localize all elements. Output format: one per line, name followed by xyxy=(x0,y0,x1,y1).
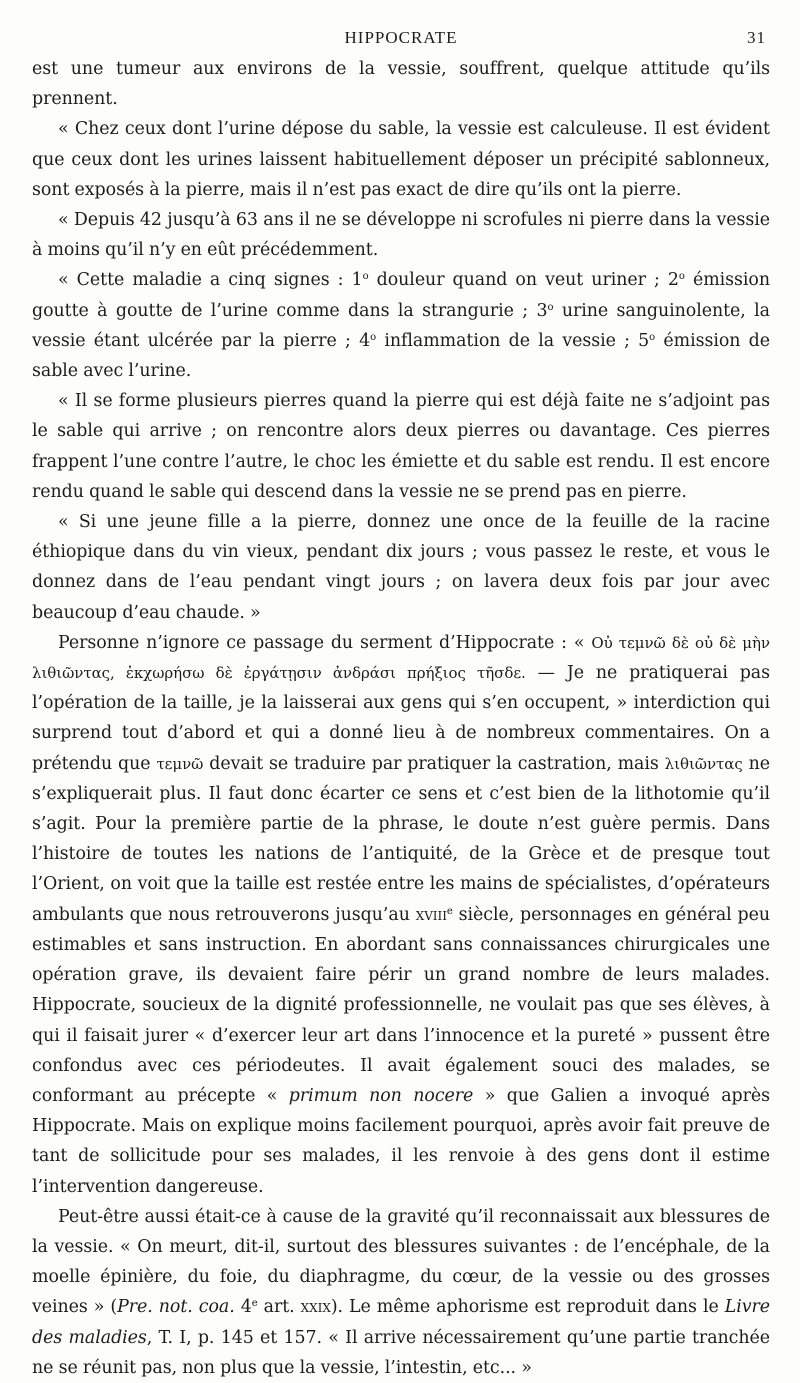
text-run: émission goutte à goutte de l’urine comme dans la strangurie ; 3 xyxy=(32,270,770,321)
text-run: — Je ne pratiquerai pas l’opération de la taille, je la laisserai aux gens qui s’en occupent, » interdiction qui surprend tout d’abord et qui a donné lieu à de nombreux commentaires. On a prétendu que xyxy=(32,663,770,774)
text-run: Peut-être aussi était-ce à cause de la gravité qu’il reconnaissait aux blessures de la vessie. « On meurt, dit-il, surtout des blessures suivantes : de l’encéphale, de la moelle épinière, du foie, du diaphragme, du cœur, de la vessie ou des grosses veines » ( xyxy=(32,1206,770,1318)
text-run: émission de sable avec l’urine. xyxy=(32,330,770,382)
text-run: douleur quand on veut uriner ; 2 xyxy=(368,270,679,291)
text-run: Personne n’ignore ce passage du serment d’Hippocrate : « xyxy=(58,632,592,653)
text-run: siècle, personnages en général peu estimables et sans instruction. En abordant sans connaissances chirurgicales une opération grave, ils devaient faire périr un grand nombre de leurs malades. Hippocrate, soucieux de la dignité professionnelle, ne voulait pas que ses élèves, à qui il faisait jurer « d’exercer leur art dans l’innocence et la pureté » pussent être confondus avec ces périodeutes. Il avait également souci des malades, se conformant au précepte « xyxy=(32,904,770,1106)
superscript: e xyxy=(251,1298,258,1310)
text-run: « Chez ceux dont l’urine dépose du sable, la vessie est calculeuse. Il est évident que ceux dont les urines laissent habituellement déposer un précipité sablonneux, sont exposés à la pierre, mais il n’est pas exact de dire qu’ils ont la pierre. xyxy=(32,119,770,200)
paragraph xyxy=(32,628,770,1202)
paragraph xyxy=(32,114,770,205)
text-run: « Si une jeune fille a la pierre, donnez une once de la feuille de la racine éthiopique dans du vin vieux, pendant dix jours ; vous passez le reste, et vous le donnez dans de l’eau pendant vingt jours ; on lavera deux fois par jour avec beaucoup d’eau chaude. » xyxy=(32,512,770,623)
paragraph xyxy=(32,386,770,507)
paragraph xyxy=(32,265,770,386)
superscript: o xyxy=(370,331,377,343)
greek-text: τεμνῶ xyxy=(156,754,204,773)
page-number: 31 xyxy=(747,28,766,47)
text-run: inflammation de la vessie ; 5 xyxy=(376,330,650,351)
paragraph xyxy=(32,205,770,265)
text-run: 4 xyxy=(234,1297,252,1318)
body-text xyxy=(32,54,770,1383)
text-run: art. xyxy=(257,1297,301,1318)
italic-text: Pre. not. coa. xyxy=(117,1297,235,1318)
greek-text: Οὐ τεμνῶ δὲ οὐ δὲ μὴν λιθιῶντας, ἐκχωρήσω δὲ ἐργάτῃσιν ἀνδράσι πρήξιος τῆσδε. xyxy=(32,633,770,683)
text-run: devait se traduire par pratiquer la castration, mais xyxy=(203,753,665,774)
superscript: o xyxy=(649,331,656,343)
running-head xyxy=(32,28,770,54)
italic-text: primum non nocere xyxy=(288,1085,474,1106)
paragraph xyxy=(32,507,770,628)
superscript: o xyxy=(678,271,685,283)
small-caps-text: xxix xyxy=(300,1297,331,1318)
small-caps-text: xviii xyxy=(415,904,447,925)
paragraph xyxy=(32,1202,770,1383)
text-run: « Cette maladie a cinq signes : 1 xyxy=(58,270,363,291)
text-run: « Depuis 42 jusqu’à 63 ans il ne se développe ni scrofules ni pierre dans la vessie à moins qu’il n’y en eût précédemment. xyxy=(32,210,770,261)
text-run: » que Galien a invoqué après Hippocrate. Mais on explique moins facilement pourquoi, après avoir fait preuve de tant de sollicitude pour ses malades, il les renvoie à des gens dont il estime l’intervention dangereuse. xyxy=(32,1085,770,1197)
superscript: o xyxy=(547,301,554,313)
superscript: e xyxy=(446,905,453,917)
text-run: ne s’expliquerait plus. Il faut donc écarter ce sens et c’est bien de la lithotomie qu’il s’agit. Pour la première partie de la phrase, le doute n’est guère permis. Dans l’histoire de toutes les nations de l’antiquité, de la Grèce et de presque tout l’Orient, on voit que la taille est restée entre les mains de spécialistes, d’opérateurs ambulants que nous retrouverons jusqu’au xyxy=(32,753,771,925)
text-run: est une tumeur aux environs de la vessie, souffrent, quelque attitude qu’ils prennent. xyxy=(32,59,770,110)
italic-text: Livre des maladies xyxy=(32,1297,771,1348)
text-run: urine sanguinolente, la vessie étant ulcérée par la pierre ; 4 xyxy=(32,300,770,351)
running-title: HIPPOCRATE xyxy=(344,28,458,47)
text-run: , T. I, p. 145 et 157. « Il arrive nécessairement qu’une partie tranchée ne se réunit pas, non plus que la vessie, l’intestin, etc... » xyxy=(32,1327,770,1378)
paragraph xyxy=(32,54,770,114)
superscript: o xyxy=(362,271,369,283)
text-run: « Il se forme plusieurs pierres quand la pierre qui est déjà faite ne s’adjoint pas le sable qui arrive ; on rencontre alors deux pierres ou davantage. Ces pierres frappent l’une contre l’autre, le choc les émiette et du sable est rendu. Il est encore rendu quand le sable qui descend dans la vessie ne se prend pas en pierre. xyxy=(32,391,770,502)
greek-text: λιθιῶντας xyxy=(664,754,743,773)
text-run: ). Le même aphorisme est reproduit dans le xyxy=(330,1297,725,1318)
